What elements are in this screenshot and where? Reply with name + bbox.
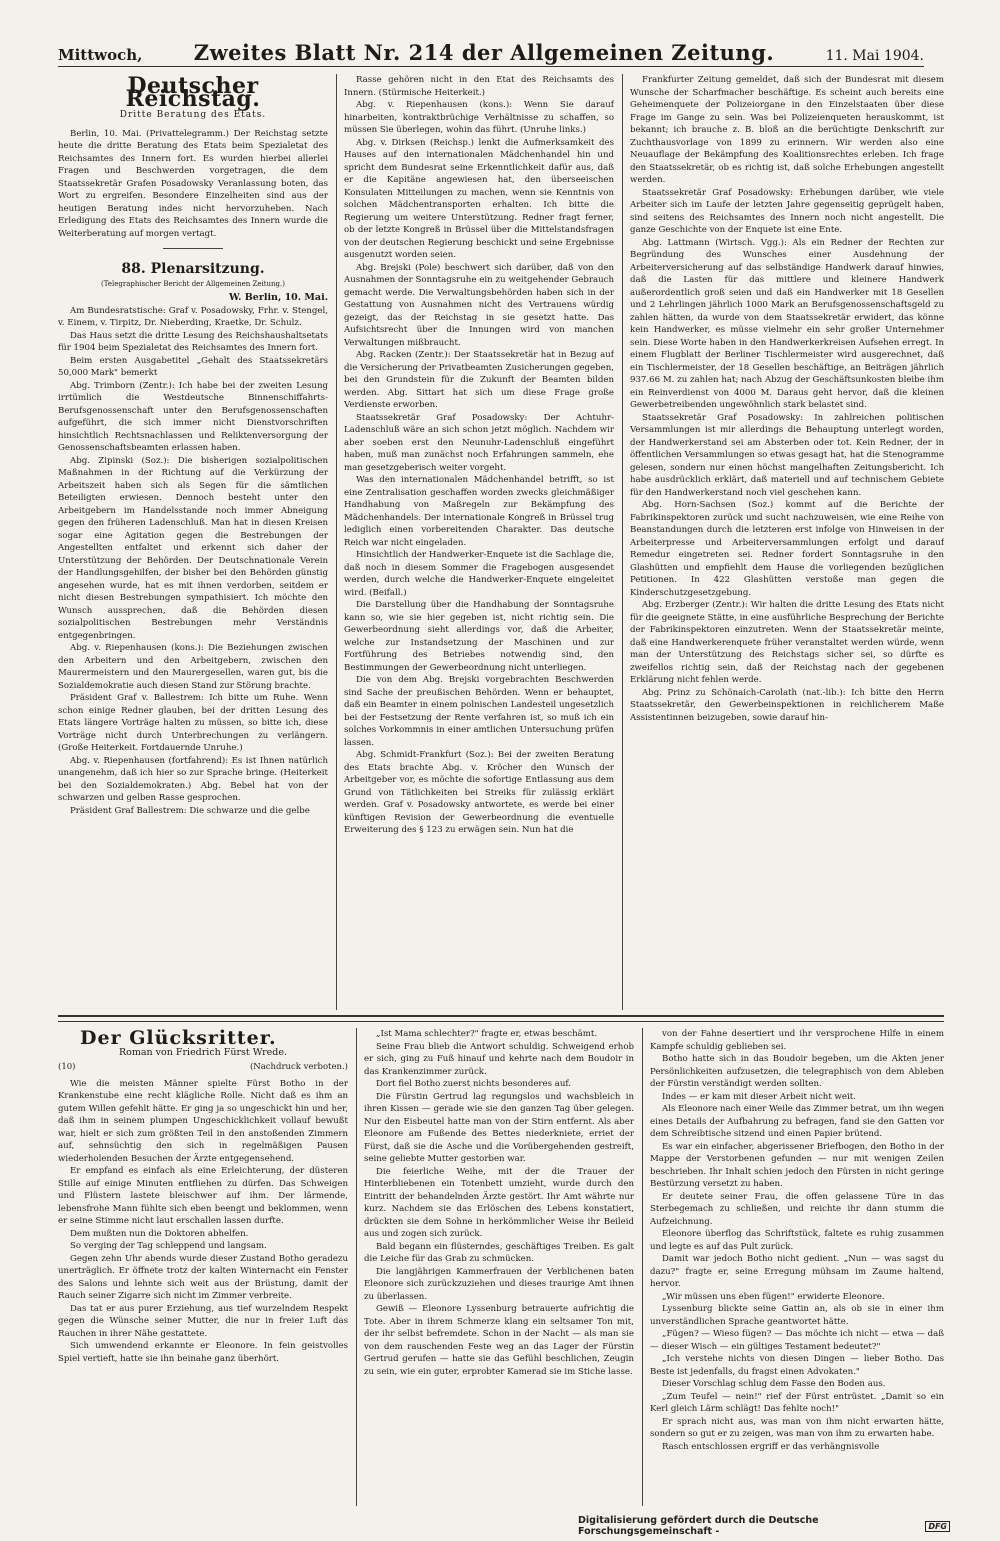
paragraph: Dort fiel Botho zuerst nichts besonderes auf. — [376, 1079, 572, 1089]
paragraph: Abg. v. Riepenhausen (kons.): Die Beziehungen zwischen den Arbeitern und den Arbeitgebern, zwischen den Maurermeistern und den Maurergesellen, waren gut, bis die Sozialdemokratie auch diesen Stand zur Störung brachte. — [58, 643, 328, 691]
paragraph: von der Fahne desertiert und ihr versprochene Hilfe in einem Kampfe schuldig geblieben sei. — [650, 1029, 944, 1052]
paragraph: Die langjährigen Kammerfrauen der Verblichenen baten Eleonore sich zurückzuziehen und dieses traurige Amt ihnen zu überlassen. — [364, 1266, 634, 1302]
paragraph: Gegen zehn Uhr abends wurde dieser Zustand Botho geradezu unerträglich. Er öffnete trotz der kalten Winternacht ein Fenster des Salons und lehnte sich weit aus der Brüstung, damit der Rauch seiner Zigarre sich nicht im Zimmer verbreite. — [58, 1253, 348, 1301]
paragraph: Abg. Schmidt-Frankfurt (Soz.): Bei der zweiten Beratung des Etats brachte Abg. v. Kröcher den Wunsch der Arbeitgeber vor, es möchte die sofortige Entlassung aus dem Grund von Tätlichkeiten bei Streiks für zulässig erklärt werden. Graf v. Posadowsky antwortete, es werde bei einer künftigen Revision der Gewerbeordnung die eventuelle Erweiterung des § 123 zu erwägen sein. Nun hat die — [344, 750, 614, 835]
paragraph: Damit war jedoch Botho nicht gedient. „Nun — was sagst du dazu?" fragte er, seine Erregung mühsam im Zaume haltend, hervor. — [650, 1254, 944, 1289]
novel-col2-body — [364, 1028, 634, 1378]
novel-number-line — [58, 1061, 348, 1074]
novel-rights-note: (Nachdruck verboten.) — [249, 1062, 348, 1072]
paragraph: Er deutete seiner Frau, die offen gelassene Türe in das Sterbegemach zu schließen, und reichte ihr dann stumm die Aufzeichnung. — [650, 1191, 944, 1227]
paragraph: Die Darstellung über die Handhabung der Sonntagsruhe kann so, wie sie hier gegeben ist, nicht richtig sein. Die Gewerbeordnung sieht allerdings vor, daß die Arbeiter, welche zur Instandsetzung der Maschinen und zur Fortführung des Betriebes notwendig sind, den Bestimmungen der Gewerbeordnung nicht unterliegen. — [344, 600, 614, 673]
novel-number: (10) — [58, 1062, 76, 1072]
reichstag-heading: Deutscher Reichstag. — [125, 74, 261, 112]
paragraph: Abg. Lattmann (Wirtsch. Vgg.): Als ein Redner der Rechten zur Begründung des Wunsches einer Ausdehnung der Arbeiterversicherung auf das selbständige Handwerk darauf hinwies, daß die Lasten für das mittlere und kleinere Handwerk außerordentlich groß seien und daß ein Handwerker mit 18 Gesellen und 2 Lehrlingen jährlich 1000 Mark an Berufsgenossenschaftsgeld zu zahlen hätten, da wurde von dem Staatssekretär erwidert, das könne kein Handwerker, es müsse vielmehr ein sehr großer Unternehmer sein. Diese Worte haben in den Handwerkerkreisen Aufsehen erregt. In einem Flugblatt der Berliner Tischlermeister wird ausgerechnet, daß ein Tischlermeister, der 18 Gesellen beschäftige, an Beiträgen jährlich 937.66 M. zu zahlen hat; nach Abzug der Geschäftsunkosten bleibe ihm ein Reinverdienst von 4000 M. Daraus geht hervor, daß die kleinen Gewerbetreibenden ungewöhnlich stark belastet sind. — [630, 237, 944, 410]
column-separator — [356, 1028, 357, 1506]
paragraph: Sich umwendend erkannte er Eleonore. In fein geistvolles Spiel vertieft, hatte sie ihn beinahe ganz überhört. — [58, 1341, 348, 1364]
reichstag-column-1 — [58, 74, 328, 1012]
masthead-day: Mittwoch, — [58, 46, 143, 64]
paragraph: Wie die meisten Männer spielte Fürst Botho in der Krankenstube eine recht klägliche Rolle. Nicht daß es ihm an gutem Willen gefehlt hätte. Er ging ja so ungeschickt hin und her, daß ihm in seinem plumpen Ungeschicklichkeit vollauf bewußt war, hielt er sich zum größten Teil in den anstoßenden Zimmern auf, sehnsüchtig den sich in regelmäßigen Pausen wiederholenden Besuchen der Ärzte entgegensehend. — [58, 1078, 348, 1164]
footer-text: Digitalisierung gefördert durch die Deutsche Forschungsgemeinschaft - — [578, 1515, 819, 1537]
paragraph: „Wir müssen uns eben fügen!" erwiderte Eleonore. — [662, 1291, 885, 1302]
digitization-footer — [578, 1515, 950, 1537]
plenarsitzung-heading: 88. Plenarsitzung. — [121, 261, 265, 277]
paragraph: Frankfurter Zeitung gemeldet, daß sich der Bundesrat mit diesem Wunsche der Scharfmacher beschäftige. Es scheint auch bereits eine Geheimenquete der Polizeiorgane in den Einzelstaaten über diese Frage im Gange zu sein. Was bei Polizeienqueten herauskommt, ist bekannt; ich brauche z. B. bloß an die berüchtigte Denkschrift zur Zuchthausvorlage von 1899 zu erinnern. Wir werden also eine Neuauflage der Bekämpfung des Koalitionsrechtes erleben. Ich frage den Staatssekretär, ob es richtig ist, daß solche Erhebungen angestellt werden. — [630, 75, 944, 185]
paragraph: Er sprach nicht aus, was man von ihm nicht erwarten hätte, sondern so gut er zu zeigen, was man von ihm zu erwarten habe. — [650, 1416, 944, 1439]
section-rule — [163, 248, 223, 249]
reichstag-column-2 — [344, 74, 614, 1012]
paragraph: Präsident Graf Ballestrem: Die schwarze und die gelbe — [70, 805, 310, 816]
column-separator — [622, 74, 623, 1010]
paragraph: Abg. Erzberger (Zentr.): Wir halten die dritte Lesung des Etats nicht für die geeignete Stätte, in eine ausführliche Besprechung der Berichte der Fabrikinspektoren einzutreten. Wenn der Staatssekretär meinte, daß eine Handwerkerenquete früher veranstaltet werden würde, wenn man der Unterstützung des Reichstags sicher sei, so dürfte es zweifellos richtig sein, daß der Reichstag nach der gegebenen Erklärung nicht fehlen werde. — [630, 600, 944, 685]
reichstag-column-3 — [630, 74, 944, 1012]
paragraph: Am Bundesratstische: Graf v. Posadowsky, Frhr. v. Stengel, v. Einem, v. Tirpitz, Dr. Nieberding, Kraetke, Dr. Schulz. — [58, 305, 328, 328]
novel-column-3 — [650, 1028, 944, 1508]
paragraph: Indes — er kam mit dieser Arbeit nicht weit. — [662, 1091, 856, 1102]
paragraph: Hinsichtlich der Handwerker-Enquete ist die Sachlage die, daß noch in diesem Sommer die Fragebogen ausgesendet werden, durch welche die Handwerker-Enquete eingeleitet wird. (Beifall.) — [344, 550, 614, 598]
novel-column-2 — [364, 1028, 634, 1508]
paragraph: Abg. Horn-Sachsen (Soz.) kommt auf die Berichte der Fabrikinspektoren zurück und sucht nachzuweisen, wie eine Reihe von Beanstandungen durch die letzteren erst infolge von Hinweisen in der Arbeiterpresse und Arbeiterversammlungen erfolgt und darauf Remedur eingetreten sei. Redner fordert Sonntagsruhe in den Glashütten und empfiehlt dem Hause die vorliegenden bezüglichen Petitionen. In 422 Glashütten verstoße man gegen die Kinderschutzgesetzgebung. — [630, 500, 944, 598]
masthead — [58, 40, 924, 67]
novel-col3-body — [650, 1028, 944, 1453]
paragraph: Rasse gehören nicht in den Etat des Reichsamts des Innern. (Stürmische Heiterkeit.) — [344, 75, 614, 98]
reichstag-col2-body — [344, 74, 614, 837]
novel-column-1 — [58, 1028, 348, 1508]
reichstag-intro: Berlin, 10. Mai. (Privattelegramm.) Der Reichstag setzte heute die dritte Beratung des Etats beim Spezialetat des Reichsamtes des Innern fort. Es wurden hierbei allerlei Fragen und Beschwerden vorgetragen, die dem Staatssekretär Grafen Posadowsky Veranlassung boten, das Wort zu ergreifen. Besondere Einzelheiten sind aus der heutigen Beratung indes nicht hervorzuheben. Nach Erledigung des Etats des Reichsamtes des Innern wurde die Weiterberatung auf morgen vertagt. — [58, 128, 328, 239]
paragraph: Abg. v. Riepenhausen (kons.): Wenn Sie darauf hinarbeiten, kontraktbrüchige Verhältnisse zu schaffen, so müssen Sie überlegen, wohin das führt. (Unruhe links.) — [344, 100, 614, 135]
dfg-logo: DFG — [925, 1521, 950, 1532]
column-separator — [642, 1028, 643, 1506]
paragraph: So verging der Tag schleppend und langsam. — [70, 1241, 267, 1251]
paragraph: Abg. v. Dirksen (Reichsp.) lenkt die Aufmerksamkeit des Hauses auf den internationalen Mädchenhandel hin und spricht dem Bundesrat seine Erkenntlichkeit dafür aus, daß er die Kapitäne angewiesen hat, den überseeischen Konsulaten Mitteilungen zu machen, wenn sie Kenntnis von solchen Mädchentransporten erhalten. Ich bitte die Regierung um weitere Unterstützung. Redner fragt ferner, ob der letzte Kongreß in Brüssel über die Mittelstandsfragen von der deutschen Regierung beschickt und seine Ergebnisse ausgenutzt worden seien. — [344, 137, 614, 260]
paragraph: Die Fürstin Gertrud lag regungslos und wachsbleich in ihren Kissen — gerade wie sie den ganzen Tag über gelegen. Nur den Eisbeutel hatte man von der Stirn entfernt. Als aber Eleonore am Fußende des Bettes niederkniete, erriet der Fürst, daß sie die Asche und die Vorübergehenden gestreift, seine geliebte Mutter gestorben war. — [364, 1091, 634, 1164]
paragraph: Rasch entschlossen ergriff er das verhängnisvolle — [662, 1441, 880, 1452]
paragraph: Gewiß — Eleonore Lyssenburg betrauerte aufrichtig die Tote. Aber in ihrem Schmerze klang ein seltsamer Ton mit, der ihr selbst befremdete. Schon in der Nacht — als man sie von dem rauschenden Feste weg an das Lager der Fürstin Gertrud gerufen — hatte sie das Gefühl beschlichen, Zeugin zu sein, wie ein guter, erprobter Kamerad sie im Stiche lasse. — [364, 1304, 634, 1377]
paragraph: Die von dem Abg. Brejski vorgebrachten Beschwerden sind Sache der preußischen Behörden. Wenn er behauptet, daß ein Beamter in einem polnischen Landesteil ungesetzlich bei der Festsetzung der Rente verfahren ist, so muß ich ein solches Vorkommnis in einer amtlichen Untersuchung prüfen lassen. — [344, 675, 614, 748]
paragraph: „Zum Teufel — nein!" rief der Fürst entrüstet. „Damit so ein Kerl gleich Lärm schlägt! Das fehlte noch!" — [650, 1391, 944, 1414]
masthead-title: Zweites Blatt Nr. 214 der Allgemeinen Zeitung. — [193, 40, 775, 65]
paragraph: Als Eleonore nach einer Weile das Zimmer betrat, um ihn wegen eines Details der Aufbahrung zu befragen, fand sie den Gatten vor dem Schreibtische sitzend und einen Papier brütend. — [650, 1104, 944, 1139]
paragraph: Was den internationalen Mädchenhandel betrifft, so ist eine Zentralisation geschaffen worden zwecks gleichmäßiger Handhabung von Maßregeln zur Bekämpfung des Mädchenhandels. Der internationale Kongreß in Brüssel trug lediglich einen vorbereitenden Charakter. Das deutsche Reich war nicht eingeladen. — [344, 475, 614, 548]
plenarsitzung-note: (Telegraphischer Bericht der Allgemeinen Zeitung.) — [101, 279, 285, 288]
paragraph: „Ich verstehe nichts von diesen Dingen — lieber Botho. Das Beste ist jedenfalls, du fragst einen Advokaten." — [650, 1354, 944, 1377]
paragraph: Abg. Trimborn (Zentr.): Ich habe bei der zweiten Lesung irrtümlich die Westdeutsche Binnenschiffahrts-Berufsgenossenschaft unter den Berufsgenossenschaften aufgeführt, die sich immer nicht Dienstvorschriften hinsichtlich Rechtsnachlassen und Reliktenversorgung der Genossenschaftsbeamten erlassen haben. — [58, 380, 328, 453]
novel-title: Der Glücksritter. — [80, 1028, 277, 1049]
reichstag-col1-body — [58, 305, 328, 818]
masthead-date: 11. Mai 1904. — [825, 48, 924, 64]
reichstag-col3-body — [630, 74, 944, 724]
paragraph: Abg. Racken (Zentr.): Der Staatssekretär hat in Bezug auf die Versicherung der Privatbeamten Zusicherungen gegeben, bei den Grundstein für die Zukunft der Beamten bilden werden. Abg. Sittart hat sich um diese Frage große Verdienste erworben. — [344, 350, 614, 410]
paragraph: Dieser Vorschlag schlug dem Fasse den Boden aus. — [662, 1379, 886, 1389]
plenarsitzung-dateline: W. Berlin, 10. Mai. — [228, 292, 328, 303]
novel-subtitle: Roman von Friedrich Fürst Wrede. — [118, 1046, 287, 1058]
feuilleton-divider — [58, 1015, 944, 1022]
paragraph: Seine Frau blieb die Antwort schuldig. Schweigend erhob er sich, ging zu Fuß hinauf und kehrte nach dem Boudoir in das Krankenzimmer zurück. — [364, 1041, 634, 1077]
paragraph: Die feierliche Weihe, mit der die Trauer der Hinterbliebenen ein Totenbett umzieht, wurde durch den Eintritt der behandelnden Ärzte gestört. Ihr Amt währte nur kurz. Nachdem sie das Erlöschen des Lebens konstatiert, drückten sie dem Sohne in herkömmlicher Weise ihr Beileid aus und zogen sich zurück. — [364, 1166, 634, 1239]
paragraph: Eleonore überflog das Schriftstück, faltete es ruhig zusammen und legte es auf das Pult zurück. — [650, 1229, 944, 1252]
paragraph: Abg. Zipinski (Soz.): Die bisherigen sozialpolitischen Maßnahmen in der Richtung auf die Verkürzung der Arbeitszeit haben sich als Segen für die sämtlichen Beteiligten erwiesen. Dennoch besteht unter den Arbeitgebern im Handelsstande noch immer Abneigung gegen den früheren Ladenschluß. Man hat in diesen Kreisen sogar eine Agitation gegen die Bestrebungen der Angestellten entfaltet und erkennt sich daher der Unterstützung der Behörden. Der Deutschnationale Verein der Handlungsgehilfen, der bisher bei den Behörden günstig angesehen wurde, hat es mit ihnen verdorben, seitdem er nicht diesen Bestrebungen sympathisiert. Ich möchte den Wunsch aussprechen, daß die Behörden diesen sozialpolitischen Bestrebungen mehr Verständnis entgegenbringen. — [58, 455, 328, 641]
paragraph: Abg. Prinz zu Schönaich-Carolath (nat.-lib.): Ich bitte den Herrn Staatssekretär, den Gewerbeinspektionen in reichlicherem Maße Assistentinnen beizugeben, sowie darauf hin- — [630, 687, 944, 723]
paragraph: Staatssekretär Graf Posadowsky: Erhebungen darüber, wie viele Arbeiter sich im Laufe der letzten Jahre gegenseitig geprügelt haben, sind seitens des Reichsamtes des Innern noch nicht angestellt. Die ganze Geschichte von der Enquete ist eine Ente. — [630, 187, 944, 235]
paragraph: Botho hatte sich in das Boudoir begeben, um die Akten jener Persönlichkeiten aufzusetzen, die telegraphisch von dem Ableben der Fürstin verständigt werden sollten. — [650, 1054, 944, 1089]
reichstag-subheading: Dritte Beratung des Etats. — [119, 110, 267, 120]
paragraph: Bald begann ein flüsterndes, geschäftiges Treiben. Es galt die Leiche für das Grab zu schmücken. — [364, 1241, 634, 1264]
paragraph: Abg. v. Riepenhausen (fortfahrend): Es ist Ihnen natürlich unangenehm, daß ich hier so zur Sprache bringe. (Heiterkeit bei den Sozialdemokraten.) Abg. Bebel hat von der schwarzen und gelben Rasse gesprochen. — [58, 755, 328, 803]
column-separator — [336, 74, 337, 1010]
paragraph: „Fügen? — Wieso fügen? — Das möchte ich nicht — etwa — daß — dieser Wisch — ein gültiges Testament bedeutet?" — [650, 1329, 944, 1352]
paragraph: Dem mußten nun die Doktoren abhelfen. — [70, 1228, 249, 1239]
paragraph: Er empfand es einfach als eine Erleichterung, der düsteren Stille auf einige Minuten entfliehen zu dürfen. Das Schweigen und Flüstern lastete bleischwer auf ihm. Der lärmende, lebensfrohe Mann fühlte sich eben beengt und beklommen, wenn er seine Stimme nicht laut erschallen lassen durfte. — [58, 1166, 348, 1226]
paragraph: Präsident Graf v. Ballestrem: Ich bitte um Ruhe. Wenn schon einige Redner glauben, bei der dritten Lesung des Etats längere Vorträge halten zu müssen, so bitte ich, diese Vorträge nicht durch Unterbrechungen zu verlängern. (Große Heiterkeit. Fortdauernde Unruhe.) — [58, 693, 328, 753]
paragraph: Staatssekretär Graf Posadowsky: In zahlreichen politischen Versammlungen ist mir allerdings die Behauptung unterlegt worden, der Handwerkerstand sei am Absterben oder tot. Kein Redner, der in öffentlichen Versammlungen so etwas gesagt hat, hat die Stenogramme gelesen, sondern nur einen höchst mangelhaften Zeitungsbericht. Ich habe ausdrücklich erklärt, daß materiell und auf technischem Gebiete für den Handwerkerstand noch viel geschehen kann. — [630, 412, 944, 498]
paragraph: Beim ersten Ausgabetitel „Gehalt des Staatssekretärs 50,000 Mark" bemerkt — [58, 355, 328, 378]
paragraph: Es war ein einfacher, abgerissener Briefbogen, den Botho in der Mappe der Verstorbenen gefunden — nur mit wenigen Zeilen beschrieben. Ihr Inhalt schien jedoch den Fürsten in nicht geringe Bestürzung versetzt zu haben. — [650, 1141, 944, 1189]
paragraph: „Ist Mama schlechter?" fragte er, etwas beschämt. — [376, 1029, 598, 1039]
paragraph: Das Haus setzt die dritte Lesung des Reichshaushaltsetats für 1904 beim Spezialetat des Reichsamtes des Innern fort. — [58, 330, 328, 353]
paragraph: Staatssekretär Graf Posadowsky: Der Achtuhr-Ladenschluß wäre an sich schon jetzt möglich. Nachdem wir aber soeben erst den Neunuhr-Ladenschluß eingeführt haben, muß man zunächst noch Erfahrungen sammeln, ehe man gesetzgeberisch weiter vorgeht. — [344, 412, 614, 473]
paragraph: Abg. Brejski (Pole) beschwert sich darüber, daß von den Ausnahmen der Sonntagsruhe ein zu weitgehender Gebrauch gemacht werde. Die Verwaltungsbehörden haben sich in der Gestattung von Ausnahmen nicht des Vertrauens würdig gezeigt, das der Reichstag in sie gesetzt hatte. Das Aufsichtsrecht über die Innungen wird von manchen Verwaltungen mißbraucht. — [344, 262, 614, 348]
paragraph: Das tat er aus purer Erziehung, aus tief wurzelndem Respekt gegen die Wünsche seiner Mutter, die nur in freier Luft das Rauchen in ihrer Nähe gestattete. — [58, 1303, 348, 1339]
novel-col1-body — [58, 1078, 348, 1366]
paragraph: Lyssenburg blickte seine Gattin an, als ob sie in einer ihm unverständlichen Sprache geantwortet hätte. — [650, 1304, 944, 1327]
